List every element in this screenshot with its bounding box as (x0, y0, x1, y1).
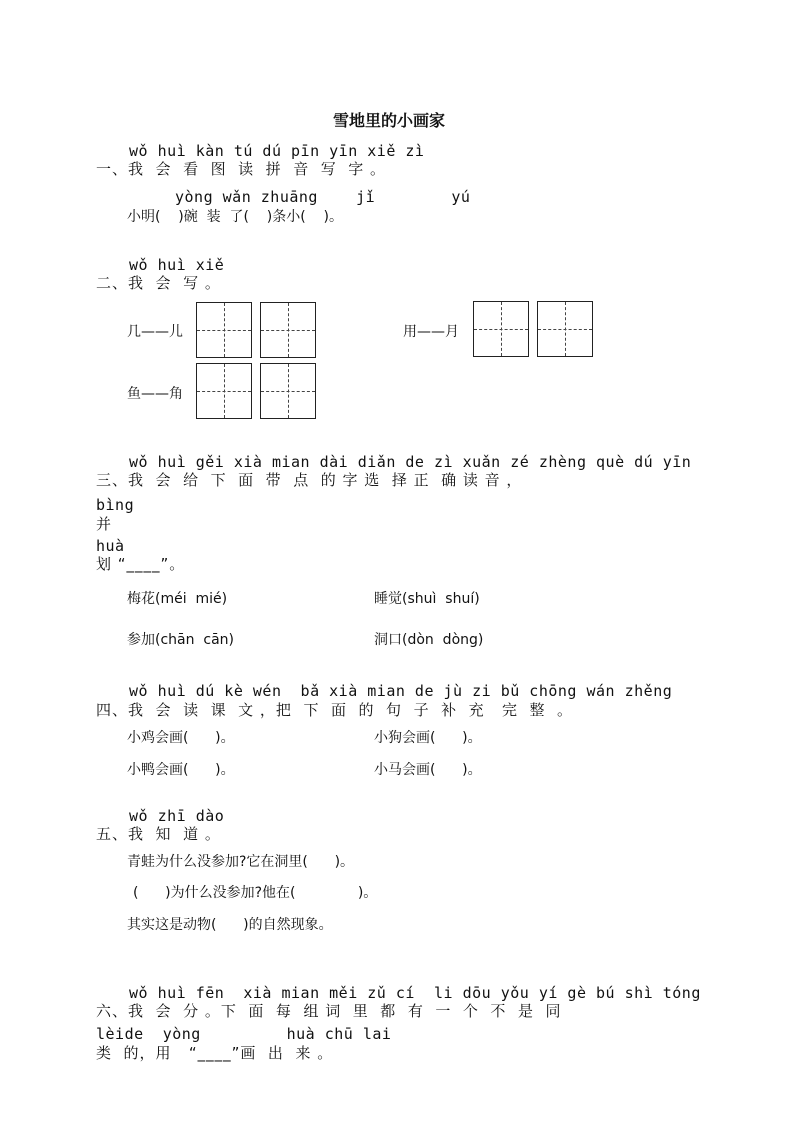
s3-hua-pinyin: huà (96, 537, 125, 555)
writing-grid-box[interactable] (473, 301, 529, 357)
s2-heading: 二、我 会 写 。 (96, 274, 221, 292)
s5-heading: 五、我 知 道 。 (96, 825, 221, 843)
s1-line-pinyin: yòng wǎn zhuāng jǐ yú (175, 188, 471, 206)
s3-bing-pinyin: bìng (96, 496, 135, 514)
char-pair-yong-yue: 用——月 (403, 324, 459, 340)
page-title: 雪地里的小画家 (333, 111, 446, 130)
s5-line: ( )为什么没参加?他在( )。 (133, 885, 378, 901)
s5-line: 青蛙为什么没参加?它在洞里( )。 (127, 854, 355, 870)
s2-pinyin: wǒ huì xiě (129, 256, 225, 274)
char-pair-ji-er: 几——儿 (127, 324, 183, 340)
writing-grid-box[interactable] (260, 302, 316, 358)
s5-pinyin: wǒ zhī dào (129, 807, 225, 825)
s3-item: 洞口(dòn dòng) (374, 632, 484, 648)
s6-heading: 六、我 会 分 。下 面 每 组 词 里 都 有 一 个 不 是 同 (96, 1002, 562, 1020)
s4-heading: 四、我 会 读 课 文 ，把 下 面 的 句 子 补 充 完 整 。 (96, 701, 574, 719)
s4-pinyin: wǒ huì dú kè wén bǎ xià mian de jù zi bǔ chōng wán zhěng (129, 682, 673, 700)
writing-grid-box[interactable] (537, 301, 593, 357)
writing-grid-box[interactable] (196, 302, 252, 358)
s3-pinyin: wǒ huì gěi xià mian dài diǎn de zì xuǎn zé zhèng què dú yīn (129, 453, 692, 471)
s3-item: 梅花(méi mié) (127, 591, 228, 607)
s3-bing: 并 (96, 515, 113, 533)
s6-line2: 类 的，用 “____”画 出 来 。 (96, 1044, 334, 1062)
s3-heading: 三、我 会 给 下 面 带 点 的 字 选 择 正 确 读 音 ， (96, 471, 523, 489)
s3-item: 睡觉(shuì shuí) (374, 591, 480, 607)
s1-pinyin: wǒ huì kàn tú dú pīn yīn xiě zì (129, 142, 425, 160)
s1-fill-line: 小明( )碗 装 了( )条小( )。 (127, 209, 343, 225)
writing-grid-box[interactable] (260, 363, 316, 419)
s6-line2-pinyin: lèide yòng huà chū lai (96, 1025, 392, 1043)
s3-item: 参加(chān cān) (127, 632, 234, 648)
writing-grid-box[interactable] (196, 363, 252, 419)
char-pair-yu-jiao: 鱼——角 (127, 386, 183, 402)
s1-heading: 一、我 会 看 图 读 拼 音 写 字 。 (96, 160, 387, 178)
s4-item: 小鸭会画( )。 (127, 762, 235, 778)
s5-line: 其实这是动物( )的自然现象。 (127, 917, 333, 933)
s6-pinyin: wǒ huì fēn xià mian měi zǔ cí li dōu yǒu yí gè bú shì tóng (129, 984, 701, 1002)
s3-hua: 划 “____”。 (96, 555, 186, 573)
s4-item: 小马会画( )。 (374, 762, 482, 778)
s4-item: 小狗会画( )。 (374, 730, 482, 746)
s4-item: 小鸡会画( )。 (127, 730, 235, 746)
